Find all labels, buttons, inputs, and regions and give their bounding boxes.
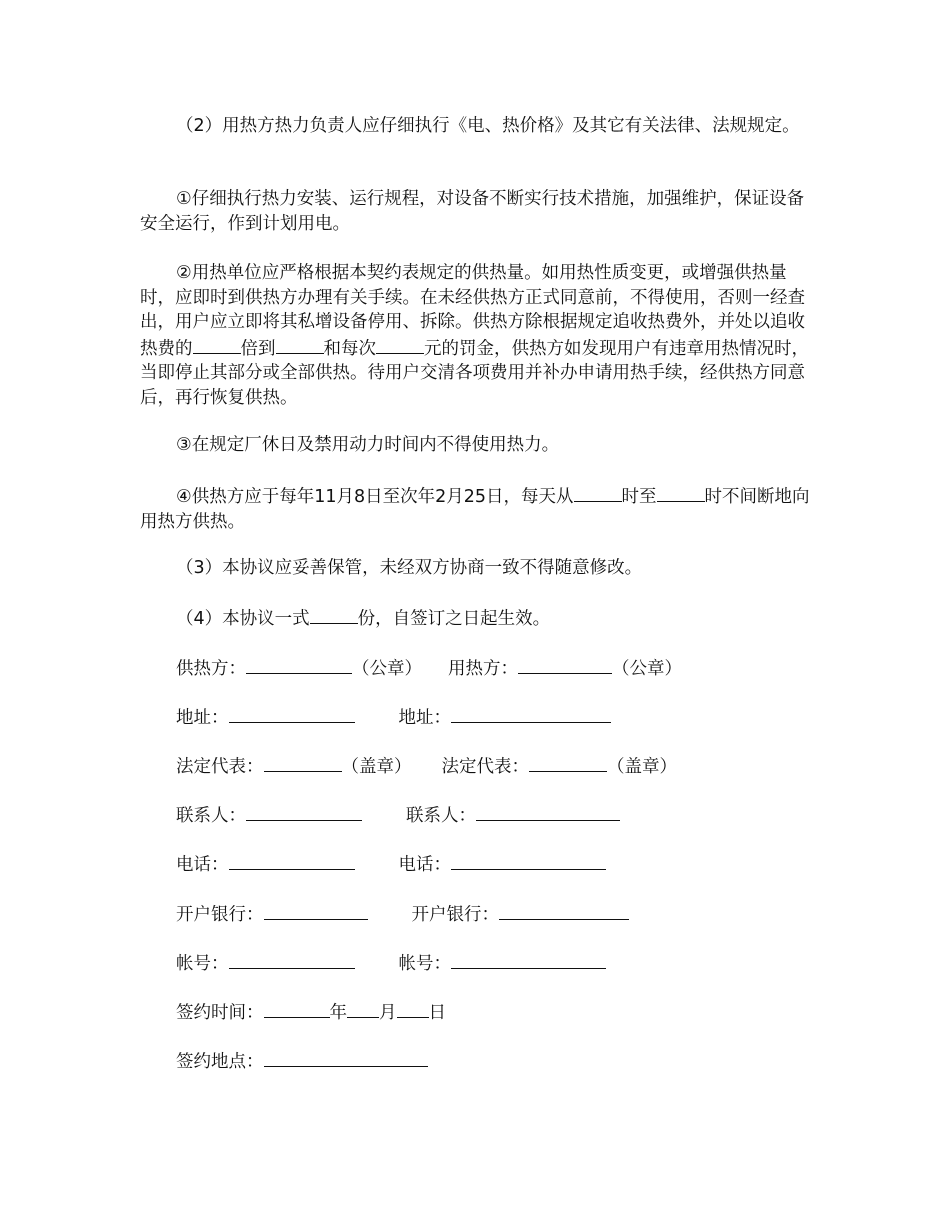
clause-2-4-text-a: ④供热方应于每年11月8日至次年2月25日，每天从: [176, 487, 574, 507]
clause-2-2-text-b: 倍到: [240, 338, 276, 359]
bank-field-supplier[interactable]: [264, 901, 368, 920]
account-label-supplier: 帐号：: [176, 954, 229, 974]
clause-2-2: [140, 261, 812, 410]
bank-label-user: 开户银行：: [411, 905, 499, 925]
address-row: [176, 704, 611, 730]
blank-fine-amount[interactable]: [376, 335, 424, 354]
year-field[interactable]: [264, 999, 330, 1018]
place-label: 签约地点：: [176, 1052, 264, 1072]
address-label-user: 地址：: [398, 708, 451, 728]
phone-field-user[interactable]: [451, 851, 606, 870]
contact-label-supplier: 联系人：: [176, 806, 246, 826]
clause-4: [140, 605, 812, 632]
clause-3: [140, 556, 812, 581]
clause-2-2-text-a: ②用热单位应严格根据本契约表规定的供热量。如用热性质变更，或增强供热量时，应即时到供热方办理有关手续。在未经供热方正式同意前，不得使用，否则一经查出，用户应立即将其私增设备停用、拆除。供热方除根据规定追收热费外，并处以追收热费的: [140, 263, 805, 359]
account-label-user: 帐号：: [398, 954, 451, 974]
bank-row: [176, 901, 629, 927]
blank-end-hour[interactable]: [657, 483, 705, 502]
phone-label-user: 电话：: [398, 855, 451, 875]
address-label-supplier: 地址：: [176, 708, 229, 728]
clause-2-3-text: ③在规定厂休日及禁用动力时间内不得使用热力。: [176, 435, 560, 455]
clause-4-text-a: （4）本协议一式: [176, 609, 310, 629]
contact-field-supplier[interactable]: [246, 802, 362, 821]
account-field-user[interactable]: [451, 950, 606, 969]
party-row: [176, 655, 682, 681]
phone-label-supplier: 电话：: [176, 855, 229, 875]
clause-2-1: [140, 187, 812, 236]
rep-field-user[interactable]: [529, 753, 607, 772]
clause-2-1-text: ①仔细执行热力安装、运行规程，对设备不断实行技术措施，加强维护，保证设备安全运行，作到计划用电。: [140, 189, 805, 234]
clause-2: [140, 114, 812, 139]
clause-2-4-text-b: 时至: [621, 487, 657, 507]
rep-seal-user: （盖章）: [607, 757, 677, 777]
day-label: 日: [428, 1003, 446, 1023]
account-row: [176, 950, 606, 976]
rep-field-supplier[interactable]: [264, 753, 342, 772]
contact-row: [176, 802, 620, 828]
clause-2-2-text-d: 元的罚金，供热方如发现用户有违章用热情况时，当即停止其部分或全部供热。待用户交清各项费用并补办申请用热手续，经供热方同意后，再行恢复供热。: [140, 338, 809, 408]
representative-row: [176, 753, 677, 779]
blank-multiple-to[interactable]: [276, 335, 324, 354]
clause-2-2-text-c: 和每次: [323, 338, 376, 359]
rep-seal-supplier: （盖章）: [341, 757, 412, 777]
blank-multiple-from[interactable]: [193, 335, 241, 354]
date-label: 签约时间：: [176, 1003, 264, 1023]
year-label: 年: [329, 1003, 347, 1023]
clause-2-4-text-c: 时不间断地向用热方供热。: [140, 487, 810, 532]
supplier-seal: （公章）: [352, 659, 422, 679]
address-field-supplier[interactable]: [229, 704, 355, 723]
phone-field-supplier[interactable]: [229, 851, 355, 870]
supplier-label: 供热方：: [176, 659, 246, 679]
date-row: [176, 999, 446, 1025]
phone-row: [176, 851, 606, 877]
month-field[interactable]: [347, 999, 379, 1018]
user-field[interactable]: [518, 655, 612, 674]
month-label: 月: [379, 1003, 397, 1023]
place-field[interactable]: [264, 1048, 428, 1067]
contact-field-user[interactable]: [476, 802, 620, 821]
address-field-user[interactable]: [451, 704, 611, 723]
clause-3-text: （3）本协议应妥善保管，未经双方协商一致不得随意修改。: [176, 558, 643, 578]
account-field-supplier[interactable]: [229, 950, 355, 969]
contact-label-user: 联系人：: [406, 806, 476, 826]
clause-2-4: [140, 483, 812, 534]
user-label: 用热方：: [448, 659, 518, 679]
blank-copies[interactable]: [310, 605, 358, 624]
bank-field-user[interactable]: [499, 901, 629, 920]
day-field[interactable]: [397, 999, 429, 1018]
rep-label-supplier: 法定代表：: [176, 757, 264, 777]
clause-2-text: （2）用热方热力负责人应仔细执行《电、热价格》及其它有关法律、法规规定。: [176, 116, 800, 136]
bank-label-supplier: 开户银行：: [176, 905, 264, 925]
place-row: [176, 1048, 428, 1074]
user-seal: （公章）: [612, 659, 682, 679]
rep-label-user: 法定代表：: [441, 757, 529, 777]
supplier-field[interactable]: [246, 655, 352, 674]
blank-start-hour[interactable]: [574, 483, 622, 502]
clause-2-3: [140, 433, 812, 458]
clause-4-text-b: 份，自签订之日起生效。: [357, 609, 551, 629]
